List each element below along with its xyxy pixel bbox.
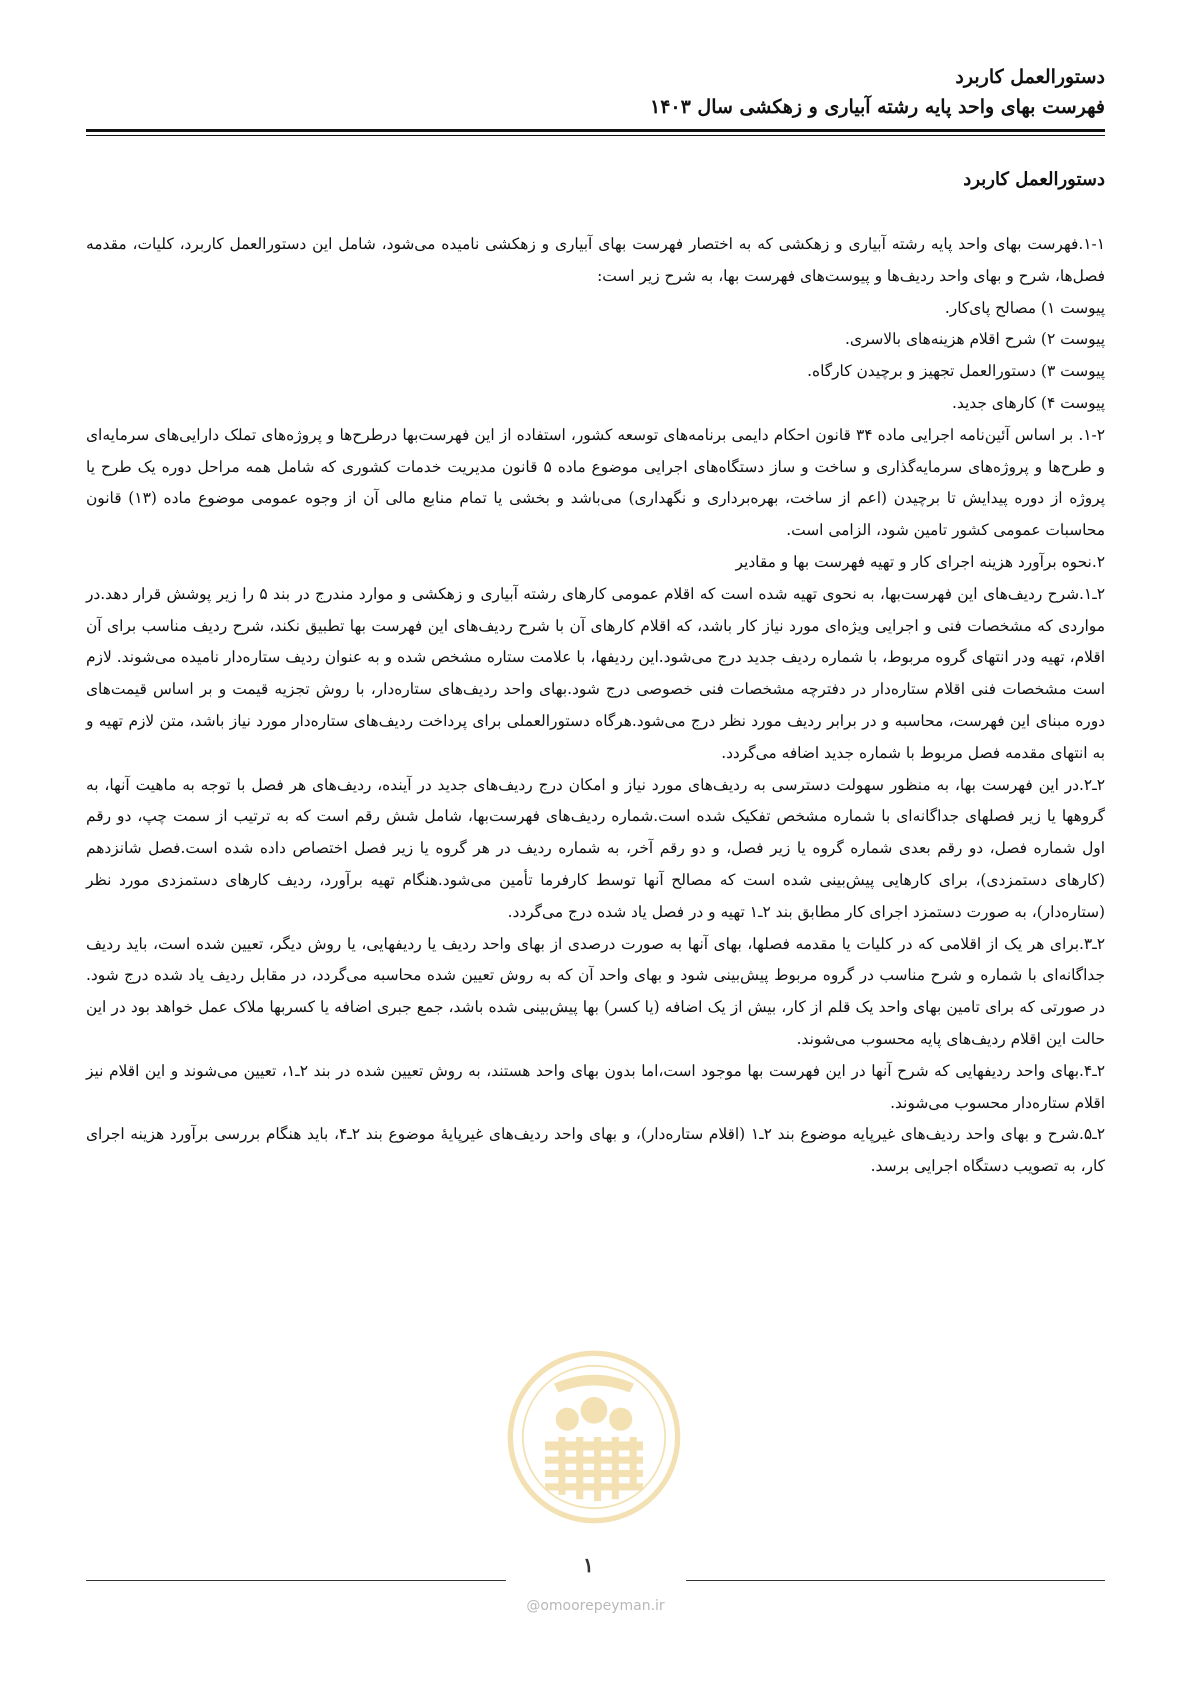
document-body [86, 165, 1105, 1183]
paragraph-2-3: ۲ـ۳.برای هر یک از اقلامی که در کلیات یا مقدمه فصلها، بهای آنها به صورت درصدی از بهای واحد ردیف یا ردیفهایی، یا روش دیگر، تعیین شده است، باید ردیف جداگانه‌ای با شماره و شرح مناسب در گروه مربوط پیش‌بینی شود و بهای واحد آن که به روش تعیین شده محاسبه می‌گردد، در مقابل ردیف یاد شده درج شود. در صورتی که برای تامین بهای واحد یک قلم از کار، بیش از یک اضافه (یا کسر) بها پیش‌بینی شده باشد، جمع جبری اضافه یا کسربها ملاک عمل خواهد بود در این حالت این اقلام ردیف‌های پایه محسوب می‌شوند. [86, 934, 1105, 1048]
appendix-4: پیوست ۴) کارهای جدید. [952, 393, 1105, 412]
paragraph-1-1: ۱-۱.فهرست بهای واحد پایه رشته آبیاری و زهکشی که به اختصار فهرست بهای آبیاری و زهکشی نامیده می‌شود، شامل این دستورالعمل کاربرد، کلیات، مقدمه فصل‌ها، شرح و بهای واحد ردیف‌ها و پیوست‌های فهرست بها، به شرح زیر است: [86, 235, 1105, 285]
paragraph-2-1: ۲ـ۱.شرح ردیف‌های این فهرست‌بها، به نحوی تهیه شده است که اقلام عمومی کارهای رشته آبیاری و زهکشی و موارد مندرج در بند ۵ را زیر پوشش قرار دهد.در مواردی که مشخصات فنی و اجرایی ویژه‌ای مورد نیاز کار باشد، که اقلام کارهای آن با شرح ردیف‌های این فهرست بها تطبیق نکند، شرح ردیف مناسب برای آن اقلام، تهیه ودر انتهای گروه مربوط، با شماره ردیف جدید درج می‌شود.این ردیفها، با علامت ستاره مشخص شده و به عنوان ردیف ستاره‌دار نامیده می‌شوند. لازم است مشخصات فنی اقلام ستاره‌دار در دفترچه مشخصات فنی خصوصی درج شود.بهای واحد ردیف‌های ستاره‌دار، با روش تجزیه قیمت و بر اساس قیمت‌های دوره مبنای این فهرست، محاسبه و در برابر ردیف مورد نظر درج می‌شود.هرگاه دستورالعملی برای پرداخت ردیف‌های ستاره‌دار مورد نیاز باشد، متن لازم تهیه و به انتهای مقدمه فصل مربوط با شماره جدید اضافه می‌گردد. [86, 584, 1105, 762]
paragraph-2-2: ۲ـ۲.در این فهرست بها، به منظور سهولت دسترسی به ردیف‌های مورد نیاز و امکان درج ردیف‌های جدید در آینده، ردیف‌های هر فصل با توجه به ماهیت آنها، به گروهها یا زیر فصلهای جداگانه‌ای با شماره مشخص تفکیک شده است.شماره ردیف‌های فهرست‌بها، شامل شش رقم است که به ترتیب از سمت چپ، دو رقم اول شماره فصل، دو رقم بعدی شماره گروه یا زیر فصل، و دو رقم آخر، به شماره ردیف در هر گروه یا زیر فصل اختصاص داده شده است.فصل شانزدهم (کارهای دستمزدی)، برای کارهایی پیش‌بینی شده است که مصالح آنها توسط کارفرما تأمین می‌شود.هنگام تهیه برآورد، ردیف کارهای دستمزدی مورد نظر (ستاره‌دار)، به صورت دستمزد اجرای کار مطابق بند ۲ـ۱ تهیه و در فصل یاد شده درج می‌گردد. [86, 775, 1105, 921]
appendix-3: پیوست ۳) دستورالعمل تجهیز و برچیدن کارگاه. [807, 362, 1105, 381]
page-number: ۱ [583, 1553, 594, 1577]
footer-rule-left [86, 1580, 506, 1581]
paragraph-2: ۲.نحوه برآورد هزینه اجرای کار و تهیه فهرست بها و مقادیر [735, 552, 1105, 571]
header-title: دستورالعمل کاربرد [955, 66, 1105, 88]
section-heading: دستورالعمل کاربرد [963, 169, 1105, 190]
header-rule-thin [86, 135, 1105, 136]
paragraph-2-5: ۲ـ۵.شرح و بهای واحد ردیف‌های غیرپایه موضوع بند ۲ـ۱ (اقلام ستاره‌دار)، و بهای واحد ردیف‌های غیرپایهٔ موضوع بند ۲ـ۴، باید هنگام بررسی برآورد هزینه اجرای کار، به تصویب دستگاه اجرایی برسد. [86, 1125, 1105, 1176]
appendix-1: پیوست ۱) مصالح پای‌کار. [944, 298, 1105, 317]
header-rule-thick [86, 129, 1105, 132]
page-header [86, 62, 1105, 122]
paragraph-2-4: ۲ـ۴.بهای واحد ردیفهایی که شرح آنها در این فهرست بها موجود است،اما بدون بهای واحد هستند، به روش تعیین شده در بند ۲ـ۱، تعیین می‌شوند و این اقلام نیز اقلام ستاره‌دار محسوب می‌شوند. [86, 1061, 1105, 1112]
seal-watermark-icon [505, 1348, 683, 1526]
footer-website: @omoorepeyman.ir [526, 1598, 665, 1614]
header-subtitle: فهرست بهای واحد پایه رشته آبیاری و زهکشی سال ۱۴۰۳ [649, 96, 1105, 118]
paragraph-1-2: ۱-۲. بر اساس آئین‌نامه اجرایی ماده ۳۴ قانون احکام دایمی برنامه‌های توسعه کشور، استفاده از این فهرست‌بها درطرح‌ها و پروژه‌های تملک دارایی‌های سرمایه‌ای و طرح‌ها و پروژه‌های سرمایه‌گذاری و ساخت و ساز دستگاه‌های اجرایی موضوع ماده ۵ قانون مدیریت خدمات کشوری که شامل همه مراحل دوره یک طرح یا پروژه از دوره پیدایش تا برچیدن (اعم از ساخت، بهره‌برداری و نگهداری) می‌باشد و بخشی یا تمام منابع مالی آن از وجوه عمومی موضوع ماده (۱۳) قانون محاسبات عمومی کشور تامین شود، الزامی است. [86, 425, 1106, 540]
footer-rule-right [686, 1580, 1105, 1581]
appendix-2: پیوست ۲) شرح اقلام هزینه‌های بالاسری. [844, 330, 1105, 349]
